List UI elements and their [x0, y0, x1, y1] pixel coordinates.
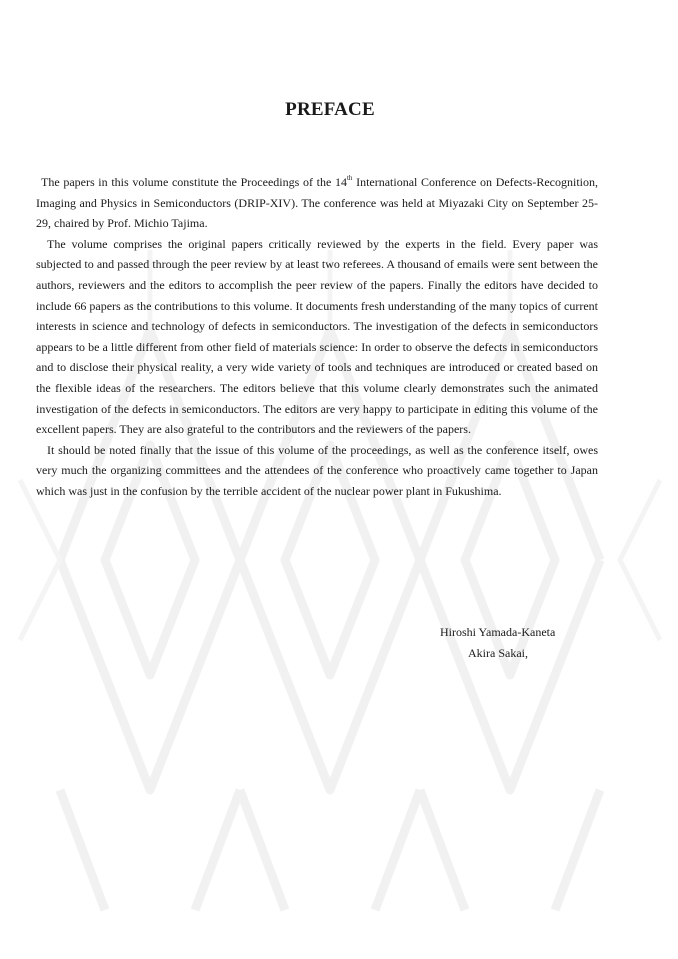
page-title: PREFACE: [285, 99, 375, 120]
paragraph-1-text-start: The papers in this volume constitute the Proceedings of the 14: [41, 175, 347, 189]
preface-body: [36, 172, 598, 502]
signature-name-2: Akira Sakai,: [468, 646, 528, 660]
ordinal-superscript: th: [346, 174, 353, 182]
signature-name-1: Hiroshi Yamada-Kaneta: [440, 625, 556, 639]
paragraph-3: It should be noted finally that the issue of this volume of the proceedings, as well as the conference itself, owes very much the organizing committees and the attendees of the conference who proactively came together to Japan which was just in the confusion by the terrible accident of the nuclear power plant in Fukushima.: [36, 442, 598, 498]
paragraph-2: The volume comprises the original papers critically reviewed by the experts in the field. Every paper was subjected to and passed through the peer review by at least two referees. A thousand of emails were sent between the authors, reviewers and the editors to accomplish the peer review of the papers. Finally the editors have decided to include 66 papers as the contributions to this volume. It documents fresh understanding of the many topics of current interests in science and technology of defects in semiconductors. The investigation of the defects in semiconductors appears to be a little different from other field of materials science: In order to observe the defects in semiconductors and to disclose their physical reality, a very wide variety of tools and techniques are introduced or created based on the flexible ideas of the researchers. The editors believe that this volume clearly demonstrates such the animated investigation of the defects in semiconductors. The editors are very happy to participate in editing this volume of the excellent papers. They are also grateful to the contributors and the reviewers of the papers.: [36, 236, 598, 437]
paragraph-1: [36, 172, 598, 234]
paragraph-1-text-end: International Conference on Defects-Recognition, Imaging and Physics in Semiconductors (DRIP-XIV). The conference was held at Miyazaki City on September 25-29, chaired by Prof. Michio Tajima.: [36, 175, 598, 231]
